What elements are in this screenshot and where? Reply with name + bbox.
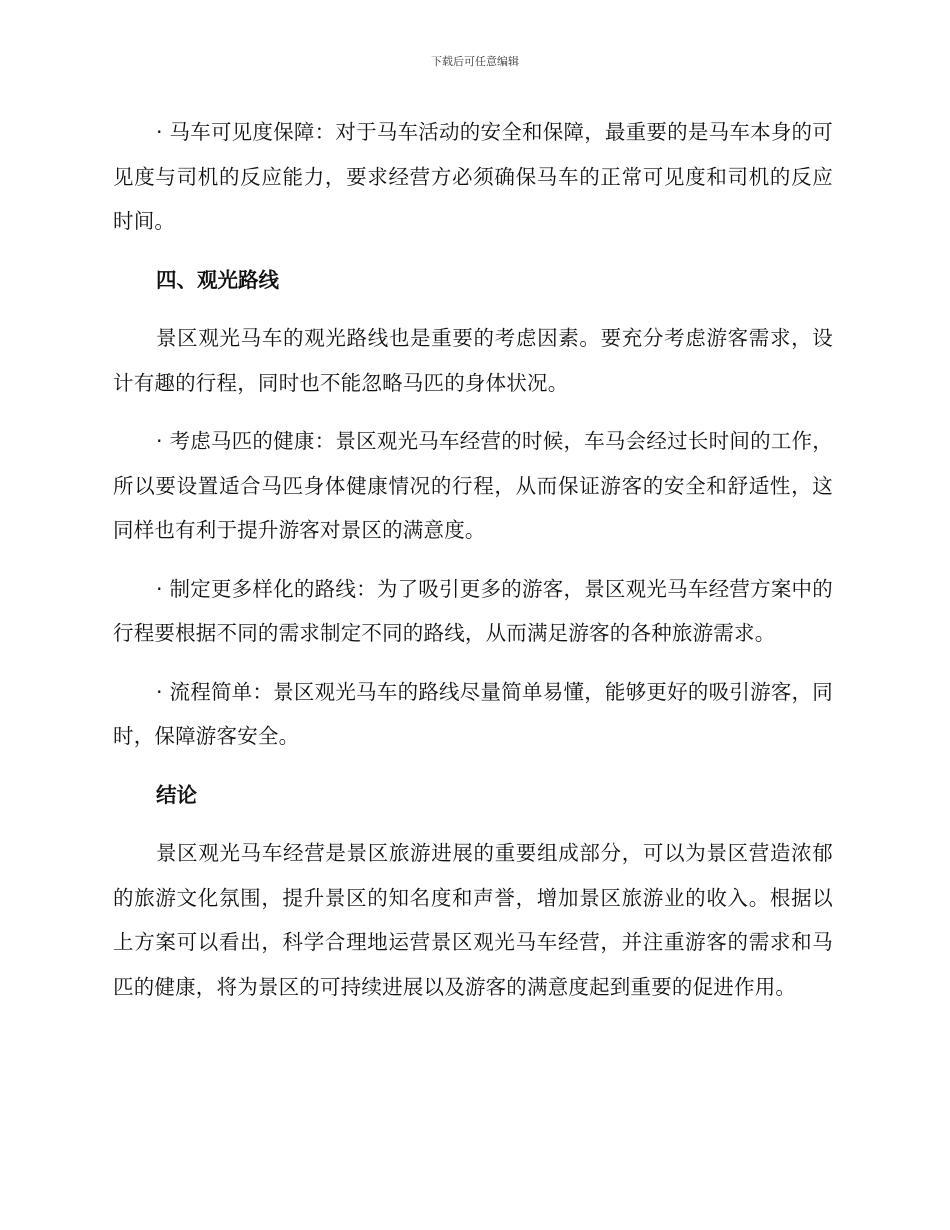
section-heading-conclusion: 结论 xyxy=(156,782,197,807)
page-header: 下载后可任意编辑 xyxy=(431,55,519,68)
section-heading-sightseeing-route: 四、观光路线 xyxy=(156,267,279,292)
paragraph-horse-health: · 考虑马匹的健康：景区观光马车经营的时候，车马会经过长时间的工作，所以要设置适合马匹身体健康情况的行程，从而保证游客的安全和舒适性，这同样也有利于提升游客对景区的满意度。 xyxy=(113,429,833,542)
paragraph-simple-process: · 流程简单：景区观光马车的路线尽量简单易懂，能够更好的吸引游客，同时，保障游客安全。 xyxy=(113,679,833,748)
document-body xyxy=(113,110,833,1023)
paragraph-conclusion: 景区观光马车经营是景区旅游进展的重要组成部分，可以为景区营造浓郁的旅游文化氛围，提升景区的知名度和声誉，增加景区旅游业的收入。根据以上方案可以看出，科学合理地运营景区观光马车经营，并注重游客的需求和马匹的健康，将为景区的可持续进展以及游客的满意度起到重要的促进作用。 xyxy=(113,841,833,999)
paragraph-diverse-routes: · 制定更多样化的路线：为了吸引更多的游客，景区观光马车经营方案中的行程要根据不同的需求制定不同的路线，从而满足游客的各种旅游需求。 xyxy=(113,576,833,645)
paragraph-route-intro: 景区观光马车的观光路线也是重要的考虑因素。要充分考虑游客需求，设计有趣的行程，同时也不能忽略马匹的身体状况。 xyxy=(113,326,833,395)
paragraph-carriage-visibility: · 马车可见度保障：对于马车活动的安全和保障，最重要的是马车本身的可见度与司机的反应能力，要求经营方必须确保马车的正常可见度和司机的反应时间。 xyxy=(113,120,833,233)
